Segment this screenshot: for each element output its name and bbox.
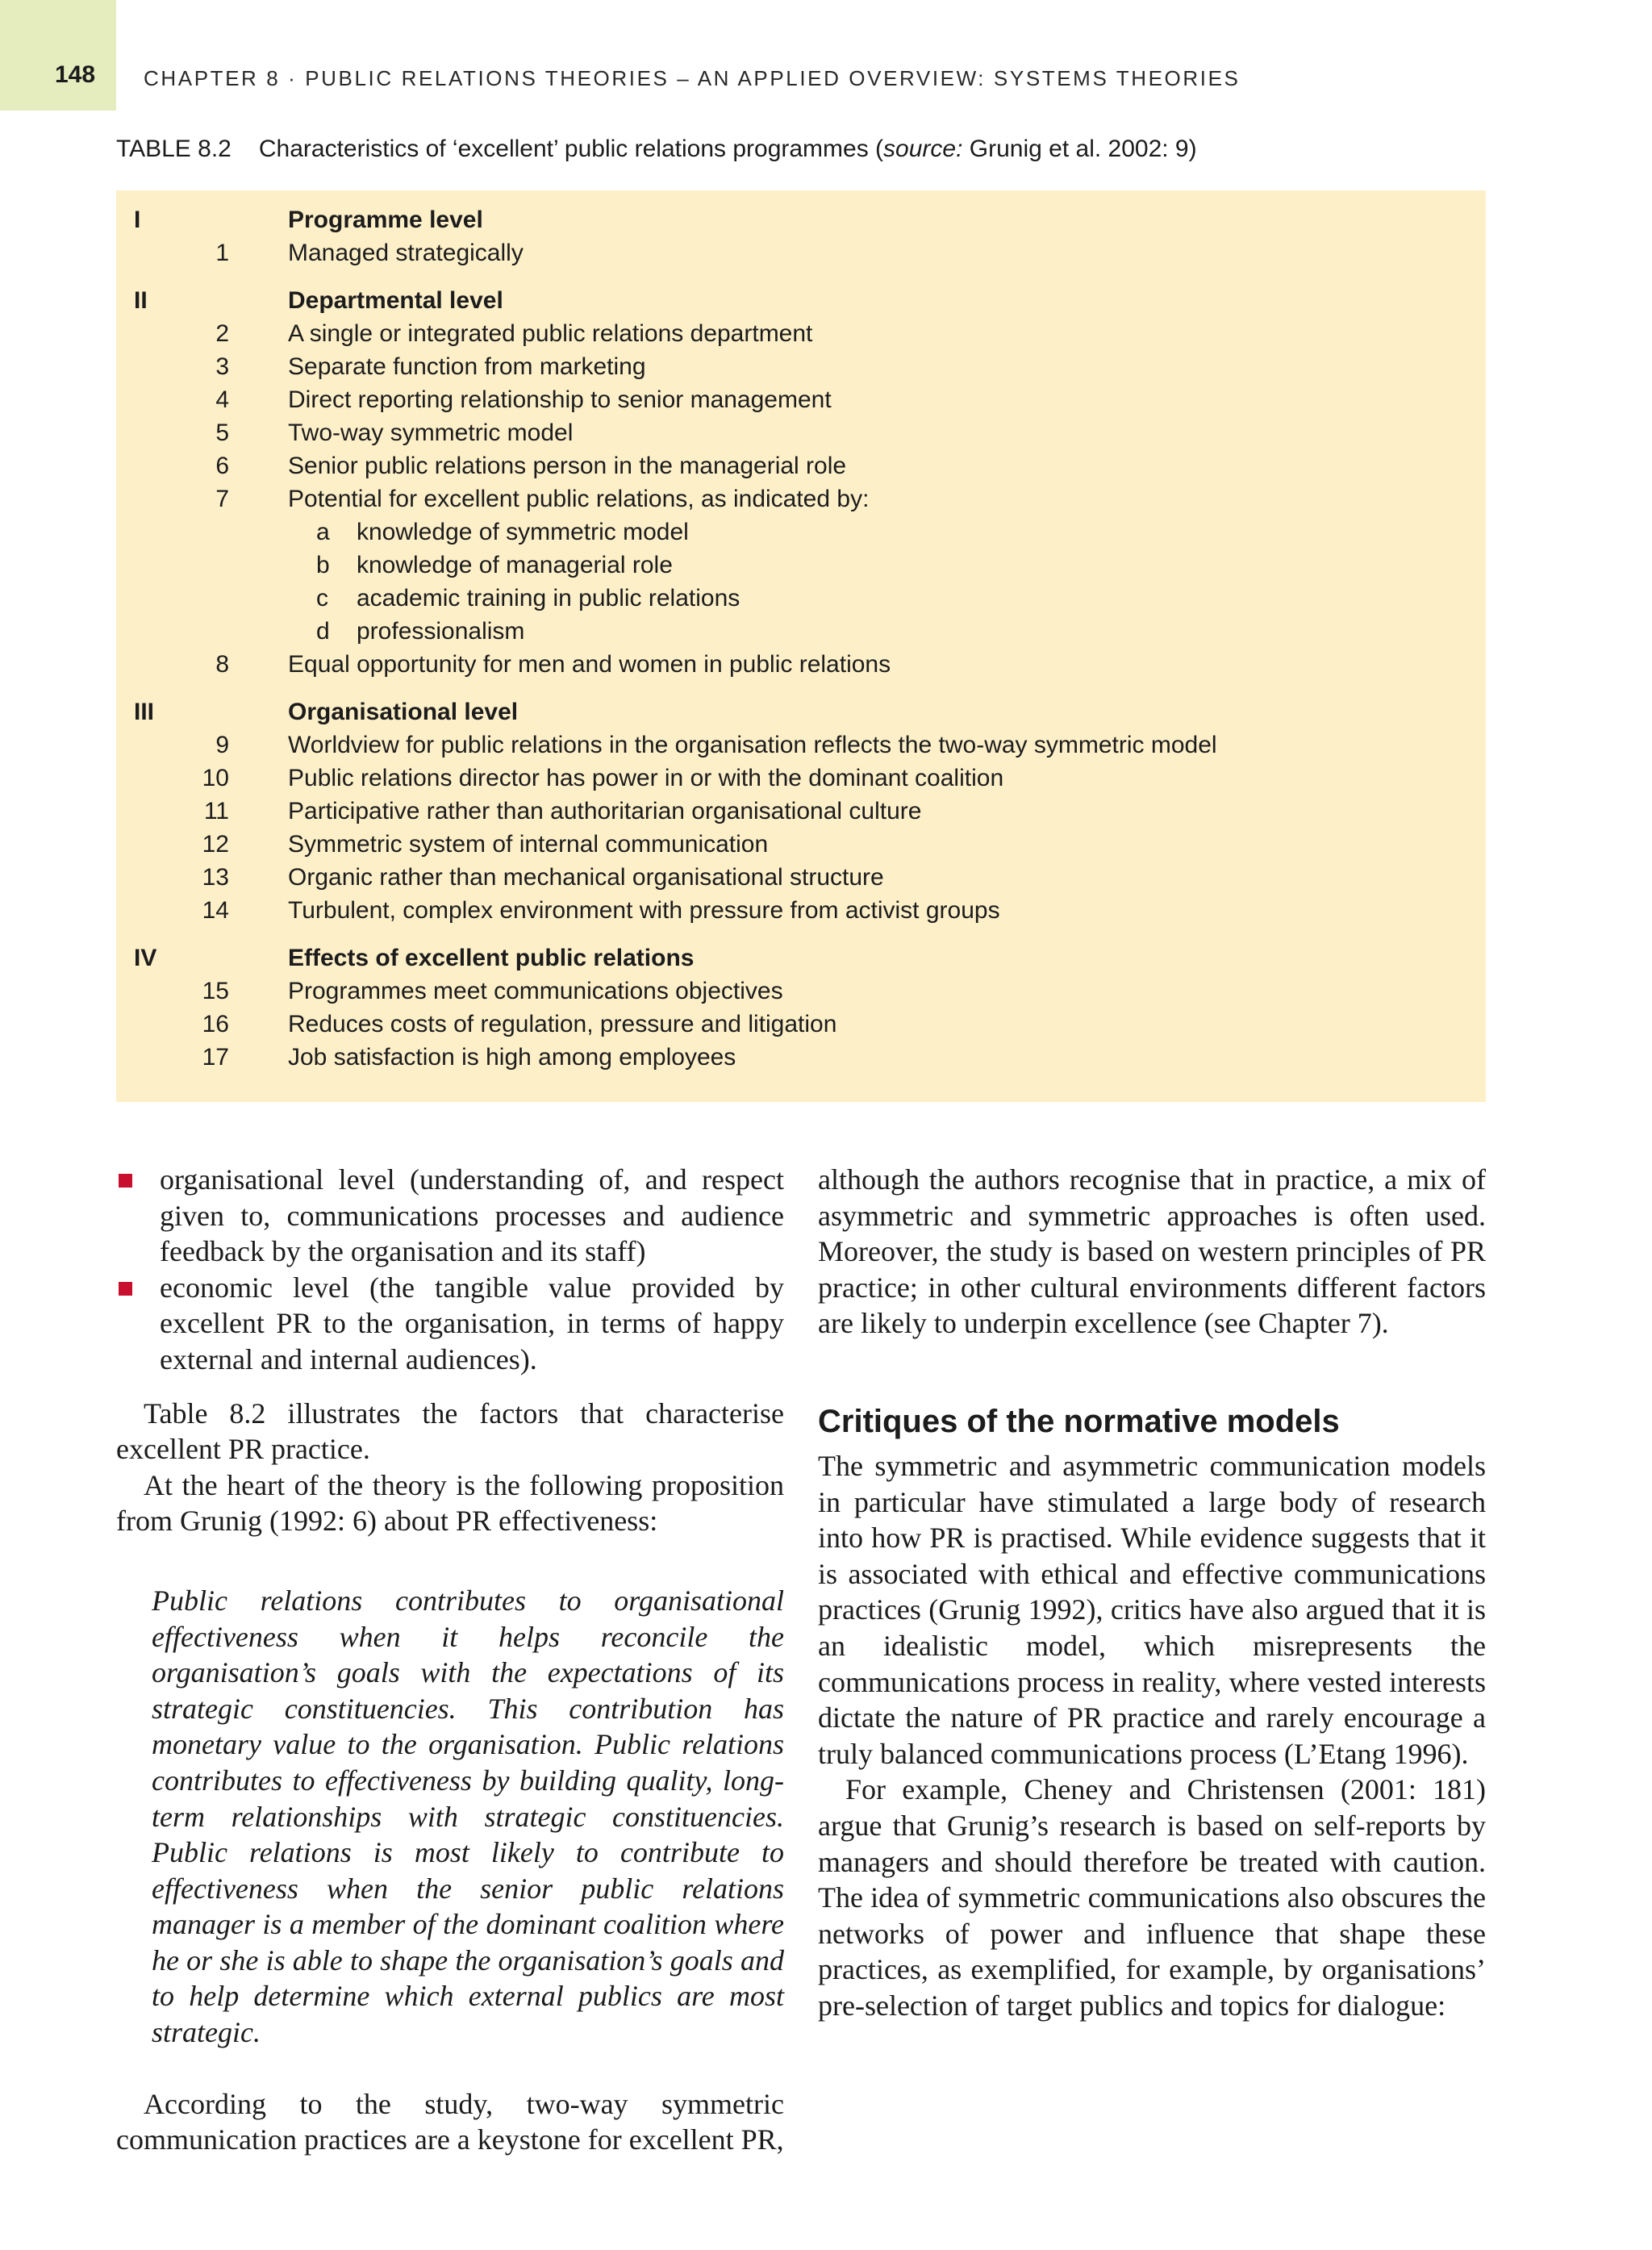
bullet-item <box>116 1162 784 1270</box>
section-title: Effects of excellent public relations <box>288 945 695 971</box>
item-text: Programmes meet communications objectives <box>288 978 783 1004</box>
subitem-letter: d <box>316 618 330 645</box>
item-number: 9 <box>215 732 229 758</box>
item-number: 6 <box>215 453 229 479</box>
section-title: Organisational level <box>288 699 519 725</box>
item-number: 2 <box>215 320 229 347</box>
item-text: Public relations director has power in or with the dominant coalition <box>288 765 1004 791</box>
item-text: Direct reporting relationship to senior management <box>288 386 832 413</box>
body-paragraph: although the authors recognise that in practice, a mix of asymmetric and symmetric approaches is often used. Moreover, the study is based on western principles of PR practice; in other cultural environments different factors are likely to underpin excellence (see Chapter 7). <box>818 1163 1486 1340</box>
item-number: 11 <box>203 798 229 824</box>
item-number: 17 <box>202 1044 229 1071</box>
item-text: Turbulent, complex environment with pressure from activist groups <box>288 897 1000 924</box>
right-column <box>818 1162 1486 2023</box>
section-numeral: III <box>134 699 155 725</box>
item-text: Managed strategically <box>288 240 524 266</box>
bullet-item <box>116 1270 784 1378</box>
caption-citation: Grunig et al. 2002: 9) <box>962 136 1197 162</box>
caption-source-label: source: <box>883 136 963 162</box>
item-number: 16 <box>202 1011 229 1037</box>
item-text: Worldview for public relations in the organisation reflects the two-way symmetric model <box>288 732 1217 758</box>
table-label: TABLE 8.2 <box>116 136 232 162</box>
bullet-square-icon <box>119 1174 132 1188</box>
body-paragraph: Table 8.2 illustrates the factors that characterise excellent PR practice. <box>116 1396 784 1466</box>
item-number: 7 <box>215 486 229 512</box>
bullet-text: economic level (the tangible value provided by excellent PR to the organisation, in terms of happy external and internal audiences). <box>160 1271 784 1375</box>
item-text: Two-way symmetric model <box>288 420 574 446</box>
item-text: Reduces costs of regulation, pressure and litigation <box>288 1011 837 1037</box>
item-number: 1 <box>215 240 229 266</box>
subitem-letter: b <box>316 552 330 578</box>
item-number: 3 <box>215 353 229 380</box>
item-text: Participative rather than authoritarian organisational culture <box>288 798 922 824</box>
running-head: CHAPTER 8 · PUBLIC RELATIONS THEORIES – AN APPLIED OVERVIEW: SYSTEMS THEORIES <box>144 66 1241 90</box>
subitem-letter: a <box>316 519 330 545</box>
subitem-text: professionalism <box>357 618 525 645</box>
subitem-text: knowledge of symmetric model <box>357 519 689 545</box>
item-text: Symmetric system of internal communication <box>288 831 769 858</box>
block-quote: Public relations contributes to organisational effectiveness when it helps reconcile the organisation’s goals with the expectations of its strategic constituencies. This contribution has monetary value to the organisation. Public relations contributes to effectiveness by building quality, long-term relationships with strategic constituencies. Public relations is most likely to contribute to effectiveness when the senior public relations manager is a member of the dominant coalition where he or she is able to shape the organisation’s goals and to help determine which external publics are most strategic. <box>152 1584 784 2049</box>
item-number: 5 <box>215 420 229 446</box>
body-paragraph: The symmetric and asymmetric communication models in particular have stimulated a large body of research into how PR is practised. While evidence suggests that it is associated with ethical and effective communications practices (Grunig 1992), critics have also argued that it is an idealistic model, which misrepresents the communications process in reality, where vested interests dictate the nature of PR practice and rarely encourage a truly balanced communications process (L’Etang 1996). <box>818 1449 1486 1770</box>
subitem-letter: c <box>316 585 328 612</box>
item-text: Potential for excellent public relations, as indicated by: <box>288 486 870 512</box>
item-text: Equal opportunity for men and women in public relations <box>288 651 891 678</box>
section-numeral: I <box>134 207 141 233</box>
body-paragraph: For example, Cheney and Christensen (2001: 181) argue that Grunig’s research is based on self-reports by managers and should therefore be treated with caution. The idea of symmetric communications also obscures the networks of power and influence that shape these practices, as exemplified, for example, by organisations’ pre-selection of target publics and topics for dialogue: <box>818 1773 1486 2022</box>
left-column <box>116 1162 784 2158</box>
header-band <box>0 0 116 111</box>
subitem-text: knowledge of managerial role <box>357 552 673 578</box>
item-number: 14 <box>202 897 229 924</box>
item-number: 4 <box>215 386 229 413</box>
section-numeral: II <box>134 287 148 314</box>
item-text: Organic rather than mechanical organisational structure <box>288 864 884 891</box>
characteristics-table <box>116 190 1486 1102</box>
table-caption <box>116 136 1197 163</box>
body-paragraph: At the heart of the theory is the following proposition from Grunig (1992: 6) about PR effectiveness: <box>116 1468 784 1538</box>
section-title: Departmental level <box>288 287 503 314</box>
subitem-text: academic training in public relations <box>357 585 740 612</box>
item-number: 8 <box>215 651 229 678</box>
section-heading: Critiques of the normative models <box>818 1403 1340 1439</box>
item-text: Job satisfaction is high among employees <box>288 1044 736 1071</box>
section-title: Programme level <box>288 207 483 233</box>
bullet-square-icon <box>119 1282 132 1296</box>
bullet-text: organisational level (understanding of, and respect given to, communications processes and audience feedback by the organisation and its staff) <box>160 1163 784 1268</box>
item-text: Senior public relations person in the managerial role <box>288 453 847 479</box>
page-number: 148 <box>55 61 96 88</box>
item-number: 13 <box>202 864 229 891</box>
item-number: 10 <box>202 765 229 791</box>
item-text: Separate function from marketing <box>288 353 646 380</box>
item-number: 15 <box>202 978 229 1004</box>
body-paragraph: According to the study, two-way symmetric communication practices are a keystone for excellent PR, <box>116 2087 784 2156</box>
item-number: 12 <box>202 831 229 858</box>
item-text: A single or integrated public relations department <box>288 320 813 347</box>
caption-text: Characteristics of ‘excellent’ public relations programmes ( <box>258 136 884 162</box>
section-numeral: IV <box>134 945 157 971</box>
